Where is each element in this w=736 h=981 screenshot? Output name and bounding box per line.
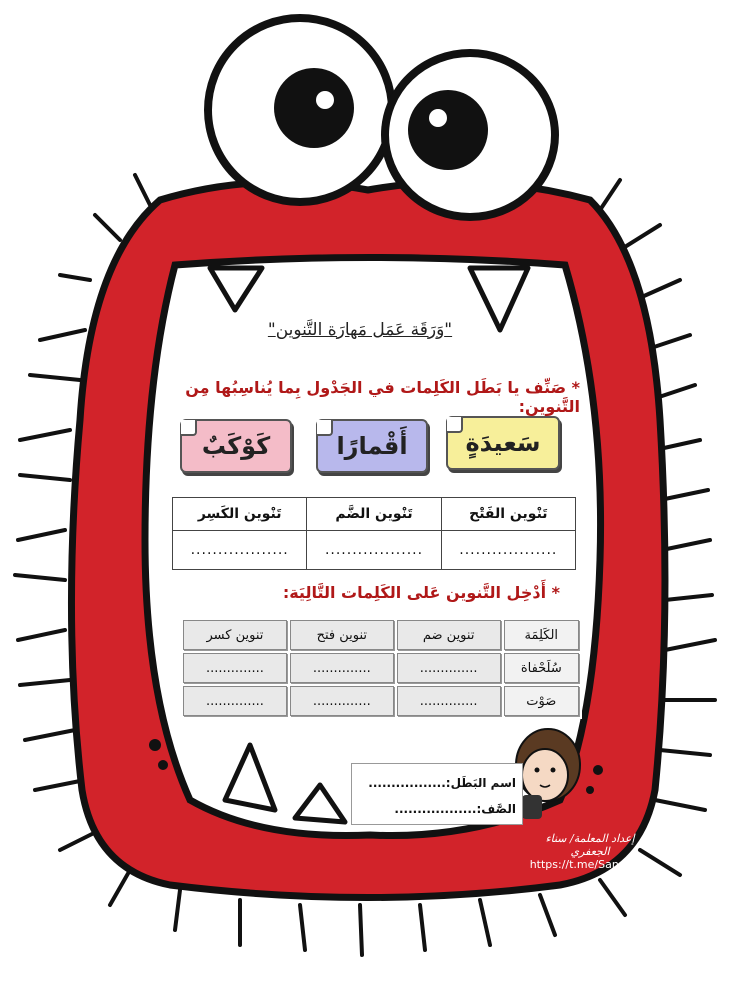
table-header: تَنْوين الكَسِر [173,498,307,531]
word-card-1: سَعيدَةٍ [446,416,560,470]
table-header: تَنْوين الفَتْح [441,498,575,531]
answer-blank[interactable]: .............. [183,653,287,683]
word-card-3: كَوْكَبٌ [180,419,292,473]
table-header: تنوين كسر [183,620,287,650]
instruction-classify: * صَنِّف يا بَطَل الكَلِمات في الجَدْول بِما يُناسِبُها مِن التَّنوين: [185,378,580,416]
word-card-2: أَقْمارًا [316,419,428,473]
worksheet-title: "وَرَقَة عَمَل مَهارَة التَّنوين" [267,320,453,340]
table-header: تَنْوين الضَّم [307,498,441,531]
table-header: الكَلِمَة [504,620,579,650]
answer-blank[interactable]: .................. [307,531,441,570]
answer-blank[interactable]: .............. [397,653,501,683]
tanween-classification-table [172,497,576,570]
table-header: تنوين ضم [397,620,501,650]
instruction-add-tanween: * أَدْخِل التَّنوين عَلى الكَلِمات التَّالِيَة: [282,583,560,602]
answer-blank[interactable]: .............. [183,686,287,716]
teacher-credit: إعداد المعلمة/ سناء الجعفري [545,832,635,858]
answer-blank[interactable]: .................. [441,531,575,570]
answer-blank[interactable]: .................. [173,531,307,570]
word-cell: صَوْت [504,686,579,716]
answer-blank[interactable]: .............. [290,653,394,683]
student-info-box [351,763,523,825]
answer-blank[interactable]: .............. [397,686,501,716]
student-name-field[interactable]: اسم البَطَل:................. [368,776,516,790]
word-cell: سُلَحْفاة [504,653,579,683]
table-header: تنوين فتح [290,620,394,650]
student-class-field[interactable]: الصَّف:.................. [394,802,516,816]
add-tanween-table [180,617,582,719]
answer-blank[interactable]: .............. [290,686,394,716]
channel-link[interactable]: https://t.me/Sanaa21 [529,858,647,871]
